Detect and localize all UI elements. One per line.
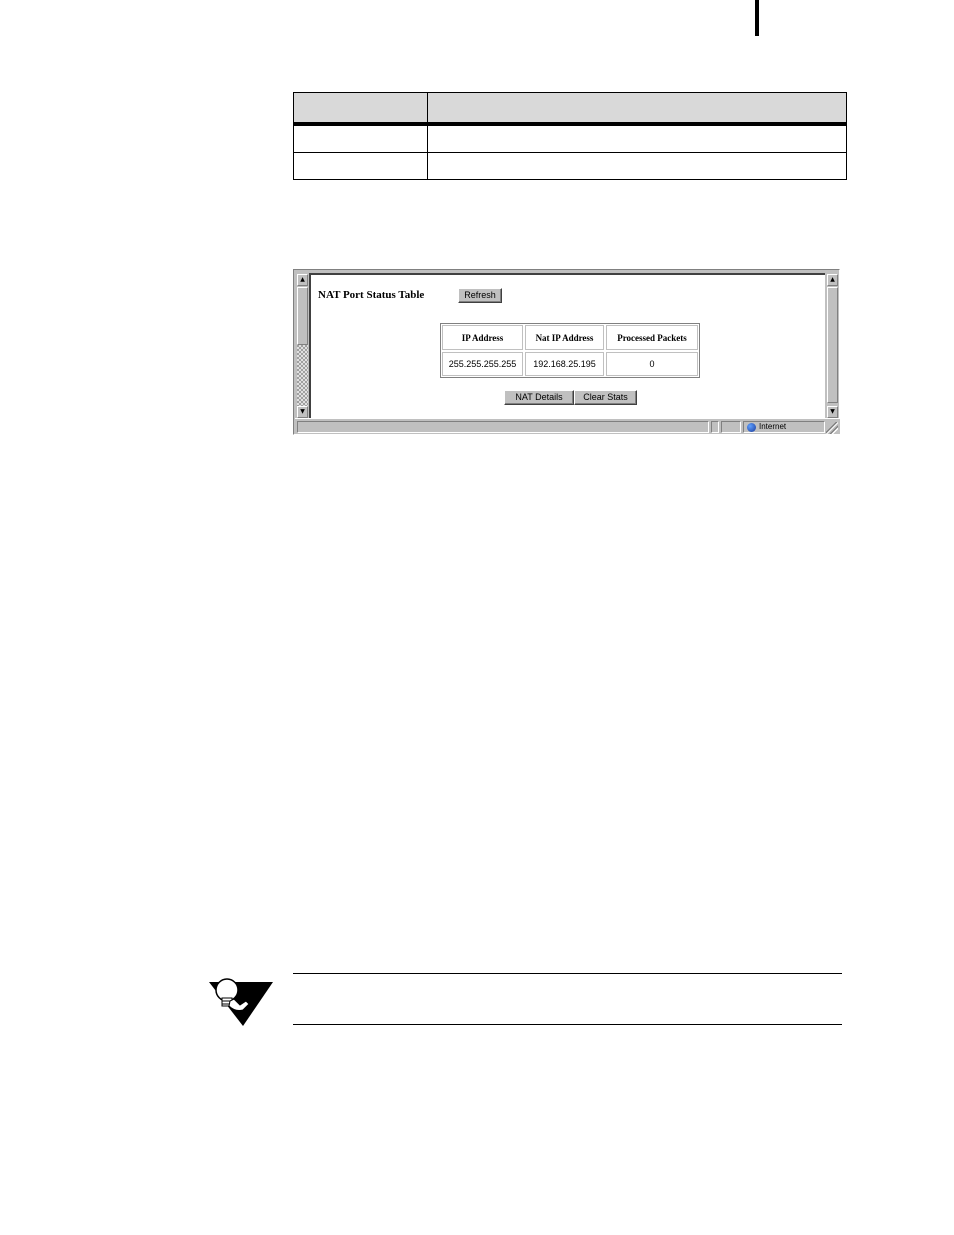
scroll-down-arrow-icon[interactable]: ▼ — [297, 406, 308, 418]
document-table-header — [294, 93, 846, 126]
left-frame-scrollbar[interactable] — [295, 273, 309, 418]
table-header-nat-ip: Nat IP Address — [525, 325, 604, 350]
status-pane — [711, 421, 719, 433]
clear-stats-button[interactable]: Clear Stats — [574, 390, 637, 405]
document-table-column-divider — [427, 93, 428, 179]
refresh-button[interactable]: Refresh — [458, 288, 502, 303]
globe-icon — [747, 423, 756, 432]
table-header-packets: Processed Packets — [606, 325, 698, 350]
nat-details-button[interactable]: NAT Details — [504, 390, 574, 405]
scrollbar-thumb[interactable] — [827, 287, 838, 403]
right-scrollbar[interactable] — [825, 273, 839, 418]
table-cell-ip: 255.255.255.255 — [442, 352, 523, 376]
scroll-down-arrow-icon[interactable]: ▼ — [827, 406, 838, 418]
status-text-pane — [297, 421, 709, 433]
table-header-ip: IP Address — [442, 325, 523, 350]
page-title: NAT Port Status Table — [318, 289, 425, 301]
table-cell-packets: 0 — [606, 352, 698, 376]
resize-grip-icon[interactable] — [826, 422, 838, 434]
document-table-row — [294, 126, 846, 153]
page-content — [309, 273, 826, 418]
page-edge-bar — [755, 0, 759, 36]
status-bar — [295, 418, 840, 434]
note-bottom-rule — [293, 1024, 842, 1025]
scroll-up-arrow-icon[interactable]: ▲ — [297, 274, 308, 286]
nat-status-table — [440, 323, 700, 378]
scroll-up-arrow-icon[interactable]: ▲ — [827, 274, 838, 286]
document-table — [293, 92, 847, 180]
scrollbar-thumb[interactable] — [297, 287, 308, 345]
status-pane — [721, 421, 741, 433]
status-zone-label: Internet — [759, 422, 787, 431]
browser-window — [293, 269, 840, 435]
note-top-rule — [293, 973, 842, 974]
lightbulb-hand-icon — [205, 976, 275, 1028]
table-cell-nat-ip: 192.168.25.195 — [525, 352, 604, 376]
